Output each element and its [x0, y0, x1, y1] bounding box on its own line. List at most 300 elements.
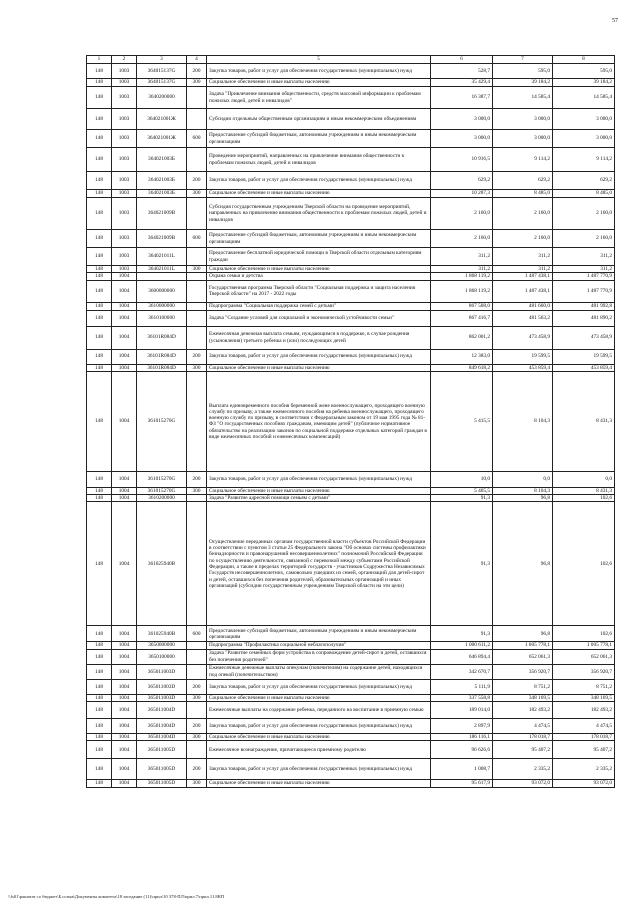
table-row [87, 694, 615, 701]
amount-year-2-cell: 629,2 [493, 172, 553, 190]
amount-year-2-cell: 348 169,5 [493, 694, 553, 701]
admin-code-cell: 148 [87, 734, 112, 741]
page-number: 57 [612, 18, 618, 24]
table-row [87, 172, 615, 190]
description-cell: Закупка товаров, работ и услуг для обеспечения государственных (муниципальных) нужд [207, 679, 431, 694]
amount-year-3-cell: 14 585,4 [553, 87, 615, 109]
admin-code-cell: 148 [87, 198, 112, 230]
section-code-cell: 1004 [112, 664, 137, 679]
target-article-cell: 361015270G [137, 487, 187, 494]
amount-year-1-cell: 1 008,7 [431, 759, 493, 780]
expense-type-cell [187, 198, 207, 230]
amount-year-1-cell: 10 287,3 [431, 190, 493, 198]
description-cell: Задача "Развитие адресной помощи семьям с детьми" [207, 495, 431, 502]
amount-year-3-cell: 95 407,2 [553, 741, 615, 759]
expense-type-cell: 200 [187, 172, 207, 190]
section-code-cell: 1003 [112, 109, 137, 130]
table-row [87, 702, 615, 719]
amount-year-1-cell: 5 415,5 [431, 371, 493, 471]
amount-year-3-cell: 481 992,8 [553, 302, 615, 310]
table-row [87, 649, 615, 664]
amount-year-2-cell: 19 599,5 [493, 349, 553, 364]
amount-year-2-cell: 8 751,2 [493, 679, 553, 694]
target-article-cell: 3650000000 [137, 642, 187, 649]
target-article-cell: 3610100000 [137, 310, 187, 326]
admin-code-cell: 148 [87, 148, 112, 172]
amount-year-1-cell: 3 000,0 [431, 130, 493, 148]
table-row [87, 349, 615, 364]
amount-year-2-cell: 3 000,0 [493, 109, 553, 130]
target-article-cell: 361015270G [137, 471, 187, 487]
target-article-cell: 364021001Ж [137, 109, 187, 130]
amount-year-3-cell: 8 431,3 [553, 371, 615, 471]
amount-year-2-cell: 96,8 [493, 495, 553, 502]
expense-type-cell [187, 248, 207, 266]
file-path-footer: \\fs01\рашатат со бюджет\Б.созыв\Документы комитета\18 заседание (11)\прил\10 378-ПЛ\прил.7\прил.11.8КП [8, 894, 225, 899]
description-cell: Ежемесячная денежная выплата семьям, нуждающимся в поддержке, в случае рождения (усыновления) третьего ребенка и (или) последующих детей [207, 326, 431, 349]
expense-type-cell [187, 649, 207, 664]
table-row [87, 190, 615, 198]
expense-type-cell: 300 [187, 780, 207, 787]
table-row [87, 495, 615, 502]
section-code-cell: 1003 [112, 87, 137, 109]
expense-type-cell: 200 [187, 679, 207, 694]
amount-year-2-cell: 1 005 778,1 [493, 642, 553, 649]
amount-year-1-cell: 1 000 611,2 [431, 642, 493, 649]
description-cell: Субсидии отдельным общественным организациям и иным некоммерческим объединениям [207, 109, 431, 130]
amount-year-2-cell: 481 563,2 [493, 310, 553, 326]
amount-year-3-cell: 453 859,4 [553, 364, 615, 371]
target-article-cell: 364021011L [137, 266, 187, 273]
target-article-cell: 365011003D [137, 679, 187, 694]
amount-year-2-cell: 1 487 438,1 [493, 273, 553, 280]
table-row [87, 719, 615, 734]
description-cell: Закупка товаров, работ и услуг для обеспечения государственных (муниципальных) нужд [207, 349, 431, 364]
expense-type-cell: 300 [187, 694, 207, 701]
amount-year-1-cell: 10,0 [431, 471, 493, 487]
admin-code-cell: 148 [87, 172, 112, 190]
admin-code-cell: 148 [87, 130, 112, 148]
amount-year-3-cell: 481 890,2 [553, 310, 615, 326]
amount-year-2-cell: 311,2 [493, 266, 553, 273]
amount-year-2-cell: 356 920,7 [493, 664, 553, 679]
admin-code-cell: 148 [87, 679, 112, 694]
amount-year-1-cell: 91,3 [431, 626, 493, 642]
section-code-cell: 1003 [112, 64, 137, 79]
amount-year-1-cell: 849 618,2 [431, 364, 493, 371]
admin-code-cell: 148 [87, 326, 112, 349]
expense-type-cell [187, 326, 207, 349]
amount-year-3-cell: 2 160,0 [553, 230, 615, 248]
table-row [87, 364, 615, 371]
target-article-cell: 364021003Б [137, 148, 187, 172]
section-code-cell: 1003 [112, 79, 137, 87]
expense-type-cell: 300 [187, 487, 207, 494]
amount-year-3-cell: 8 751,2 [553, 679, 615, 694]
expense-type-cell [187, 310, 207, 326]
description-cell: Субсидия государственным учреждениям Тверской области на проведение мероприятий, направленных на привлечение внимания общественности к проблемам пожилых людей, детей и инвалидов [207, 198, 431, 230]
amount-year-1-cell: 646 894,4 [431, 649, 493, 664]
target-article-cell: 36101R084D [137, 326, 187, 349]
amount-year-2-cell: 14 585,4 [493, 87, 553, 109]
section-code-cell: 1003 [112, 172, 137, 190]
amount-year-1-cell: 2 160,0 [431, 198, 493, 230]
admin-code-cell: 148 [87, 471, 112, 487]
admin-code-cell: 148 [87, 694, 112, 701]
amount-year-2-cell: 8 104,3 [493, 487, 553, 494]
description-cell: Закупка товаров, работ и услуг для обеспечения государственных (муниципальных) нужд [207, 64, 431, 79]
expense-type-cell: 200 [187, 64, 207, 79]
table-header-row [87, 56, 615, 64]
target-article-cell: 364021009В [137, 198, 187, 230]
target-article-cell: 365011003D [137, 664, 187, 679]
budget-table [86, 55, 615, 788]
expense-type-cell [187, 109, 207, 130]
section-code-cell: 1003 [112, 230, 137, 248]
target-article-cell: 3640200000 [137, 87, 187, 109]
amount-year-1-cell: 12 383,0 [431, 349, 493, 364]
admin-code-cell: 148 [87, 495, 112, 502]
amount-year-1-cell: 629,2 [431, 172, 493, 190]
amount-year-1-cell: 1 868 119,2 [431, 280, 493, 302]
amount-year-2-cell: 2 335,2 [493, 759, 553, 780]
table-row [87, 64, 615, 79]
section-code-cell: 1004 [112, 649, 137, 664]
amount-year-3-cell: 8 431,3 [553, 487, 615, 494]
expense-type-cell: 600 [187, 626, 207, 642]
amount-year-2-cell: 481 660,0 [493, 302, 553, 310]
description-cell: Подпрограмма "Социальная поддержка семей с детьми" [207, 302, 431, 310]
table-row [87, 734, 615, 741]
amount-year-3-cell: 178 018,7 [553, 734, 615, 741]
amount-year-2-cell: 8 485,0 [493, 190, 553, 198]
admin-code-cell: 148 [87, 109, 112, 130]
amount-year-3-cell: 102,6 [553, 495, 615, 502]
description-cell: Ежемесячное вознаграждение, причитающееся приемному родителю [207, 741, 431, 759]
description-cell: Ежемесячные денежные выплаты опекунам (попечителям) на содержание детей, находящихся под опекой (попечительством) [207, 664, 431, 679]
expense-type-cell: 200 [187, 349, 207, 364]
table-row [87, 273, 615, 280]
amount-year-3-cell: 182 493,2 [553, 702, 615, 719]
admin-code-cell: 148 [87, 702, 112, 719]
amount-year-3-cell: 2 160,0 [553, 198, 615, 230]
expense-type-cell [187, 280, 207, 302]
section-code-cell: 1004 [112, 741, 137, 759]
amount-year-3-cell: 1 005 778,1 [553, 642, 615, 649]
table-row [87, 326, 615, 349]
description-cell: Социальное обеспечение и иные выплаты населению [207, 487, 431, 494]
amount-year-3-cell: 1 487 770,9 [553, 280, 615, 302]
section-code-cell: 1003 [112, 248, 137, 266]
table-row [87, 280, 615, 302]
amount-year-3-cell: 3 000,0 [553, 130, 615, 148]
expense-type-cell: 300 [187, 190, 207, 198]
expense-type-cell: 200 [187, 759, 207, 780]
amount-year-1-cell: 337 558,8 [431, 694, 493, 701]
expense-type-cell: 300 [187, 266, 207, 273]
table-row [87, 248, 615, 266]
amount-year-1-cell: 10 916,5 [431, 148, 493, 172]
amount-year-1-cell: 342 670,7 [431, 664, 493, 679]
expense-type-cell: 600 [187, 230, 207, 248]
description-cell: Охрана семьи и детства [207, 273, 431, 280]
amount-year-1-cell: 91,3 [431, 502, 493, 626]
amount-year-3-cell: 652 061,3 [553, 649, 615, 664]
section-code-cell: 1004 [112, 273, 137, 280]
amount-year-1-cell: 16 387,7 [431, 87, 493, 109]
target-article-cell: 365011004D [137, 702, 187, 719]
amount-year-3-cell: 311,2 [553, 266, 615, 273]
section-code-cell: 1004 [112, 487, 137, 494]
target-article-cell: 365011005D [137, 741, 187, 759]
expense-type-cell [187, 302, 207, 310]
amount-year-2-cell: 311,2 [493, 248, 553, 266]
table-row [87, 148, 615, 172]
section-code-cell: 1004 [112, 702, 137, 719]
amount-year-2-cell: 95 407,2 [493, 741, 553, 759]
expense-type-cell [187, 495, 207, 502]
admin-code-cell: 148 [87, 719, 112, 734]
section-code-cell: 1004 [112, 495, 137, 502]
target-article-cell: 3610000000 [137, 302, 187, 310]
description-cell: Закупка товаров, работ и услуг для обеспечения государственных (муниципальных) нужд [207, 759, 431, 780]
admin-code-cell: 148 [87, 302, 112, 310]
description-cell: Социальное обеспечение и иные выплаты населению [207, 190, 431, 198]
target-article-cell [137, 273, 187, 280]
target-article-cell: 3610200000 [137, 495, 187, 502]
amount-year-3-cell: 356 920,7 [553, 664, 615, 679]
description-cell: Закупка товаров, работ и услуг для обеспечения государственных (муниципальных) нужд [207, 471, 431, 487]
target-article-cell: 364015137G [137, 79, 187, 87]
section-code-cell: 1004 [112, 734, 137, 741]
amount-year-2-cell: 96,8 [493, 502, 553, 626]
amount-year-3-cell: 629,2 [553, 172, 615, 190]
description-cell: Предоставление бесплатной юридической помощи в Тверской области отдельным категориям граждан [207, 248, 431, 266]
amount-year-1-cell: 1 868 119,2 [431, 273, 493, 280]
amount-year-2-cell: 2 160,0 [493, 198, 553, 230]
amount-year-3-cell: 102,6 [553, 626, 615, 642]
amount-year-3-cell: 473 458,9 [553, 326, 615, 349]
amount-year-3-cell: 8 485,0 [553, 190, 615, 198]
amount-year-1-cell: 186 116,1 [431, 734, 493, 741]
section-code-cell: 1004 [112, 780, 137, 787]
amount-year-3-cell: 4 474,5 [553, 719, 615, 734]
section-code-cell: 1003 [112, 198, 137, 230]
admin-code-cell: 148 [87, 273, 112, 280]
header-cell: 6 [431, 56, 493, 64]
description-cell: Подпрограмма "Профилактика социальной неблагополучия" [207, 642, 431, 649]
amount-year-1-cell: 95 617,9 [431, 780, 493, 787]
admin-code-cell: 148 [87, 642, 112, 649]
admin-code-cell: 148 [87, 248, 112, 266]
amount-year-1-cell: 189 014,0 [431, 702, 493, 719]
section-code-cell: 1003 [112, 130, 137, 148]
admin-code-cell: 148 [87, 79, 112, 87]
amount-year-3-cell: 2 335,2 [553, 759, 615, 780]
admin-code-cell: 148 [87, 487, 112, 494]
amount-year-3-cell: 348 169,5 [553, 694, 615, 701]
expense-type-cell [187, 502, 207, 626]
table-row [87, 679, 615, 694]
table-row [87, 642, 615, 649]
section-code-cell: 1003 [112, 148, 137, 172]
amount-year-1-cell: 5 405,5 [431, 487, 493, 494]
target-article-cell: 361025940В [137, 626, 187, 642]
amount-year-3-cell: 93 072,0 [553, 780, 615, 787]
admin-code-cell: 148 [87, 649, 112, 664]
target-article-cell: 364021003Б [137, 190, 187, 198]
amount-year-2-cell: 182 493,2 [493, 702, 553, 719]
amount-year-3-cell: 9 114,2 [553, 148, 615, 172]
admin-code-cell: 148 [87, 266, 112, 273]
amount-year-1-cell: 35 429,4 [431, 79, 493, 87]
target-article-cell: 365011003D [137, 694, 187, 701]
table-row [87, 310, 615, 326]
section-code-cell: 1004 [112, 310, 137, 326]
description-cell: Проведение мероприятий, направленных на привлечение внимания общественности к проблемам пожилых людей, детей и инвалидов [207, 148, 431, 172]
expense-type-cell [187, 702, 207, 719]
table-row [87, 109, 615, 130]
description-cell: Социальное обеспечение и иные выплаты населению [207, 780, 431, 787]
amount-year-3-cell: 3 000,0 [553, 109, 615, 130]
expense-type-cell [187, 664, 207, 679]
description-cell: Государственная программа Тверской области "Социальная поддержка и защита населения Тверской области" на 2017 - 2022 годы [207, 280, 431, 302]
expense-type-cell: 600 [187, 130, 207, 148]
section-code-cell: 1004 [112, 371, 137, 471]
target-article-cell: 36101R084D [137, 364, 187, 371]
admin-code-cell: 148 [87, 759, 112, 780]
table-row [87, 230, 615, 248]
description-cell: Социальное обеспечение и иные выплаты населению [207, 734, 431, 741]
section-code-cell: 1004 [112, 759, 137, 780]
target-article-cell: 365011005D [137, 759, 187, 780]
description-cell: Социальное обеспечение и иные выплаты населению [207, 694, 431, 701]
description-cell: Задача "Развитие семейных форм устройства в сопровождение детей-сирот и детей, оставшихся без попечения родителей" [207, 649, 431, 664]
table-row [87, 487, 615, 494]
admin-code-cell: 148 [87, 87, 112, 109]
expense-type-cell: 200 [187, 719, 207, 734]
description-cell: Осуществление переданных органам государственной власти субъектов Российской Федерации в соответствии с пунктом 3 статьи 25 Федерального закона "Об основах системы профилактики безнадзорности и правонарушений несовершеннолетних" полномочий Российской Федерации по осуществлению деятельности, связанной с перевозкой между субъектами Российской Федерации, а также в пределах территорий государств - участников Содружества Независимых Государств несовершеннолетних, самовольно ушедших из семей, организаций для детей-сирот и детей, оставшихся без попечения родителей, образовательных организаций и иных организаций (субсидии государственным учреждениям Тверской области на эти цели) [207, 502, 431, 626]
amount-year-1-cell: 867 416,7 [431, 310, 493, 326]
target-article-cell: 3600000000 [137, 280, 187, 302]
description-cell: Ежемесячные выплаты на содержание ребенка, переданного на воспитание в приемную семью [207, 702, 431, 719]
target-article-cell: 365011004D [137, 734, 187, 741]
table-row [87, 371, 615, 471]
amount-year-1-cell: 5 111,9 [431, 679, 493, 694]
amount-year-1-cell: 3 000,0 [431, 109, 493, 130]
header-cell: 4 [187, 56, 207, 64]
admin-code-cell: 148 [87, 310, 112, 326]
admin-code-cell: 148 [87, 280, 112, 302]
section-code-cell: 1004 [112, 642, 137, 649]
table-row [87, 130, 615, 148]
section-code-cell: 1003 [112, 266, 137, 273]
header-cell: 1 [87, 56, 112, 64]
target-article-cell: 364021001Ж [137, 130, 187, 148]
target-article-cell: 365011005D [137, 780, 187, 787]
target-article-cell: 3650100000 [137, 649, 187, 664]
amount-year-3-cell: 102,6 [553, 502, 615, 626]
section-code-cell: 1004 [112, 679, 137, 694]
target-article-cell: 361015270G [137, 371, 187, 471]
table-row [87, 664, 615, 679]
amount-year-2-cell: 1 487 438,1 [493, 280, 553, 302]
expense-type-cell: 300 [187, 734, 207, 741]
amount-year-1-cell: 91,3 [431, 495, 493, 502]
amount-year-2-cell: 0,0 [493, 471, 553, 487]
header-cell: 5 [207, 56, 431, 64]
table-row [87, 302, 615, 310]
amount-year-1-cell: 2 160,0 [431, 230, 493, 248]
amount-year-1-cell: 862 001,2 [431, 326, 493, 349]
amount-year-2-cell: 39 184,2 [493, 79, 553, 87]
section-code-cell: 1004 [112, 502, 137, 626]
admin-code-cell: 148 [87, 502, 112, 626]
section-code-cell: 1004 [112, 626, 137, 642]
target-article-cell: 361025940В [137, 502, 187, 626]
amount-year-2-cell: 8 104,3 [493, 371, 553, 471]
description-cell: Предоставление субсидий бюджетным, автономным учреждениям и иным некоммерческим организациям [207, 230, 431, 248]
amount-year-3-cell: 39 184,2 [553, 79, 615, 87]
table-row [87, 780, 615, 787]
admin-code-cell: 148 [87, 664, 112, 679]
admin-code-cell: 148 [87, 364, 112, 371]
header-cell: 3 [137, 56, 187, 64]
admin-code-cell: 148 [87, 371, 112, 471]
amount-year-2-cell: 4 474,5 [493, 719, 553, 734]
target-article-cell: 365011004D [137, 719, 187, 734]
amount-year-2-cell: 178 018,7 [493, 734, 553, 741]
header-cell: 2 [112, 56, 137, 64]
expense-type-cell [187, 371, 207, 471]
section-code-cell: 1004 [112, 349, 137, 364]
expense-type-cell: 300 [187, 364, 207, 371]
expense-type-cell [187, 148, 207, 172]
header-cell: 8 [553, 56, 615, 64]
amount-year-1-cell: 867 508,0 [431, 302, 493, 310]
amount-year-2-cell: 9 114,2 [493, 148, 553, 172]
description-cell: Предоставление субсидий бюджетным, автономным учреждениям и иным некоммерческим организациям [207, 130, 431, 148]
amount-year-2-cell: 96,8 [493, 626, 553, 642]
section-code-cell: 1004 [112, 719, 137, 734]
admin-code-cell: 148 [87, 349, 112, 364]
section-code-cell: 1004 [112, 471, 137, 487]
description-cell: Закупка товаров, работ и услуг для обеспечения государственных (муниципальных) нужд [207, 172, 431, 190]
amount-year-1-cell: 528,7 [431, 64, 493, 79]
target-article-cell: 364021009В [137, 230, 187, 248]
expense-type-cell [187, 273, 207, 280]
description-cell: Задача "Привлечение внимания общественности, средств массовой информации к проблемам пожилых людей, детей и инвалидов" [207, 87, 431, 109]
section-code-cell: 1004 [112, 364, 137, 371]
amount-year-2-cell: 3 000,0 [493, 130, 553, 148]
section-code-cell: 1004 [112, 280, 137, 302]
admin-code-cell: 148 [87, 626, 112, 642]
expense-type-cell [187, 642, 207, 649]
description-cell: Задача "Создание условий для социальной и экономической устойчивости семьи" [207, 310, 431, 326]
section-code-cell: 1003 [112, 190, 137, 198]
section-code-cell: 1004 [112, 326, 137, 349]
admin-code-cell: 148 [87, 780, 112, 787]
admin-code-cell: 148 [87, 190, 112, 198]
amount-year-3-cell: 1 487 770,9 [553, 273, 615, 280]
amount-year-1-cell: 311,2 [431, 266, 493, 273]
expense-type-cell [187, 87, 207, 109]
description-cell: Социальное обеспечение и иные выплаты населению [207, 79, 431, 87]
target-article-cell: 36101R084D [137, 349, 187, 364]
table-row [87, 79, 615, 87]
amount-year-3-cell: 0,0 [553, 471, 615, 487]
amount-year-1-cell: 311,2 [431, 248, 493, 266]
